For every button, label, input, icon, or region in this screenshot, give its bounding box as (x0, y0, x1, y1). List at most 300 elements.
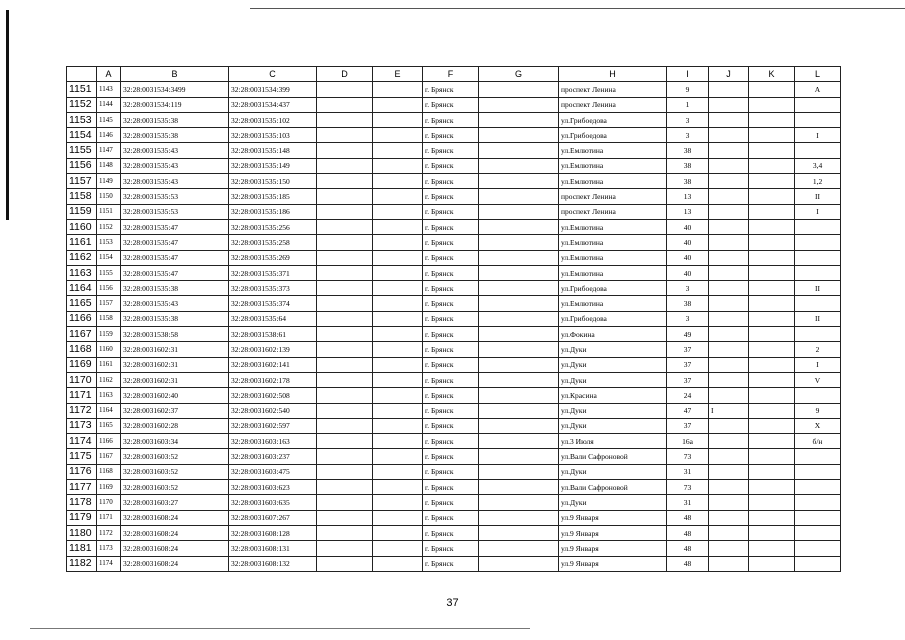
cell-j[interactable] (709, 250, 749, 265)
cell-a[interactable]: 1173 (97, 541, 121, 556)
cell-a[interactable]: 1172 (97, 525, 121, 540)
cell-h[interactable]: ул.Грибоедова (559, 311, 667, 326)
cell-d[interactable] (317, 112, 373, 127)
cell-j[interactable] (709, 97, 749, 112)
cell-d[interactable] (317, 449, 373, 464)
cell-i[interactable]: 13 (667, 189, 709, 204)
cell-a[interactable]: 1160 (97, 342, 121, 357)
cell-e[interactable] (373, 296, 423, 311)
column-header-g[interactable]: G (479, 67, 559, 82)
cell-d[interactable] (317, 434, 373, 449)
cell-f[interactable]: г. Брянск (423, 174, 479, 189)
cell-c[interactable]: 32:28:0031535:149 (229, 158, 317, 173)
row-number[interactable]: 1182 (67, 556, 97, 571)
cell-d[interactable] (317, 265, 373, 280)
cell-i[interactable]: 48 (667, 556, 709, 571)
cell-a[interactable]: 1157 (97, 296, 121, 311)
column-header-l[interactable]: L (795, 67, 841, 82)
cell-e[interactable] (373, 174, 423, 189)
cell-k[interactable] (749, 372, 795, 387)
cell-d[interactable] (317, 250, 373, 265)
cell-d[interactable] (317, 464, 373, 479)
cell-l[interactable] (795, 97, 841, 112)
cell-c[interactable]: 32:28:0031603:163 (229, 434, 317, 449)
cell-k[interactable] (749, 311, 795, 326)
cell-g[interactable] (479, 281, 559, 296)
cell-f[interactable]: г. Брянск (423, 281, 479, 296)
cell-j[interactable] (709, 112, 749, 127)
cell-k[interactable] (749, 174, 795, 189)
cell-b[interactable]: 32:28:0031603:52 (121, 464, 229, 479)
cell-e[interactable] (373, 418, 423, 433)
cell-c[interactable]: 32:28:0031607:267 (229, 510, 317, 525)
cell-a[interactable]: 1174 (97, 556, 121, 571)
cell-h[interactable]: ул.Дуки (559, 372, 667, 387)
row-number[interactable]: 1151 (67, 82, 97, 97)
cell-c[interactable]: 32:28:0031535:103 (229, 128, 317, 143)
cell-b[interactable]: 32:28:0031608:24 (121, 510, 229, 525)
cell-e[interactable] (373, 449, 423, 464)
cell-a[interactable]: 1144 (97, 97, 121, 112)
cell-c[interactable]: 32:28:0031534:437 (229, 97, 317, 112)
cell-k[interactable] (749, 296, 795, 311)
cell-f[interactable]: г. Брянск (423, 403, 479, 418)
row-number[interactable]: 1161 (67, 235, 97, 250)
cell-h[interactable]: ул.9 Января (559, 556, 667, 571)
cell-d[interactable] (317, 143, 373, 158)
cell-f[interactable]: г. Брянск (423, 327, 479, 342)
column-header-c[interactable]: C (229, 67, 317, 82)
cell-l[interactable] (795, 250, 841, 265)
cell-c[interactable]: 32:28:0031535:371 (229, 265, 317, 280)
cell-i[interactable]: 48 (667, 525, 709, 540)
cell-i[interactable]: 37 (667, 357, 709, 372)
cell-l[interactable] (795, 495, 841, 510)
row-number[interactable]: 1160 (67, 219, 97, 234)
cell-k[interactable] (749, 510, 795, 525)
cell-j[interactable] (709, 388, 749, 403)
cell-k[interactable] (749, 128, 795, 143)
cell-c[interactable]: 32:28:0031608:131 (229, 541, 317, 556)
cell-i[interactable]: 31 (667, 495, 709, 510)
cell-b[interactable]: 32:28:0031535:38 (121, 128, 229, 143)
cell-k[interactable] (749, 327, 795, 342)
row-number[interactable]: 1156 (67, 158, 97, 173)
cell-j[interactable] (709, 219, 749, 234)
cell-f[interactable]: г. Брянск (423, 525, 479, 540)
cell-l[interactable]: I (795, 357, 841, 372)
cell-a[interactable]: 1161 (97, 357, 121, 372)
cell-l[interactable] (795, 525, 841, 540)
cell-d[interactable] (317, 235, 373, 250)
cell-l[interactable] (795, 541, 841, 556)
cell-l[interactable]: I (795, 128, 841, 143)
cell-a[interactable]: 1147 (97, 143, 121, 158)
cell-f[interactable]: г. Брянск (423, 158, 479, 173)
cell-g[interactable] (479, 525, 559, 540)
cell-d[interactable] (317, 311, 373, 326)
row-number[interactable]: 1177 (67, 480, 97, 495)
cell-a[interactable]: 1159 (97, 327, 121, 342)
cell-a[interactable]: 1158 (97, 311, 121, 326)
cell-h[interactable]: ул.Емлютина (559, 143, 667, 158)
cell-f[interactable]: г. Брянск (423, 556, 479, 571)
cell-l[interactable] (795, 219, 841, 234)
row-number[interactable]: 1176 (67, 464, 97, 479)
cell-f[interactable]: г. Брянск (423, 219, 479, 234)
cell-b[interactable]: 32:28:0031534:119 (121, 97, 229, 112)
cell-a[interactable]: 1149 (97, 174, 121, 189)
cell-k[interactable] (749, 480, 795, 495)
cell-l[interactable] (795, 327, 841, 342)
cell-f[interactable]: г. Брянск (423, 357, 479, 372)
cell-j[interactable] (709, 327, 749, 342)
cell-h[interactable]: ул.Емлютина (559, 296, 667, 311)
row-number[interactable]: 1155 (67, 143, 97, 158)
cell-i[interactable]: 38 (667, 158, 709, 173)
cell-h[interactable]: ул.Емлютина (559, 174, 667, 189)
cell-c[interactable]: 32:28:0031602:139 (229, 342, 317, 357)
cell-h[interactable]: ул.Дуки (559, 403, 667, 418)
cell-e[interactable] (373, 403, 423, 418)
row-number[interactable]: 1173 (67, 418, 97, 433)
cell-h[interactable]: ул.Красина (559, 388, 667, 403)
cell-h[interactable]: ул.Емлютина (559, 250, 667, 265)
cell-h[interactable]: ул.9 Января (559, 541, 667, 556)
cell-g[interactable] (479, 480, 559, 495)
cell-a[interactable]: 1150 (97, 189, 121, 204)
cell-i[interactable]: 47 (667, 403, 709, 418)
cell-d[interactable] (317, 327, 373, 342)
cell-g[interactable] (479, 372, 559, 387)
cell-f[interactable]: г. Брянск (423, 204, 479, 219)
cell-b[interactable]: 32:28:0031538:58 (121, 327, 229, 342)
cell-l[interactable]: А (795, 82, 841, 97)
cell-e[interactable] (373, 556, 423, 571)
row-number[interactable]: 1164 (67, 281, 97, 296)
cell-h[interactable]: ул.Емлютина (559, 235, 667, 250)
cell-a[interactable]: 1153 (97, 235, 121, 250)
cell-l[interactable]: II (795, 281, 841, 296)
cell-f[interactable]: г. Брянск (423, 143, 479, 158)
cell-a[interactable]: 1164 (97, 403, 121, 418)
cell-k[interactable] (749, 112, 795, 127)
cell-b[interactable]: 32:28:0031535:43 (121, 296, 229, 311)
cell-j[interactable] (709, 541, 749, 556)
cell-h[interactable]: ул.Вали Сафроновой (559, 480, 667, 495)
cell-i[interactable]: 48 (667, 541, 709, 556)
cell-d[interactable] (317, 128, 373, 143)
cell-c[interactable]: 32:28:0031602:178 (229, 372, 317, 387)
cell-h[interactable]: ул.Вали Сафроновой (559, 449, 667, 464)
cell-k[interactable] (749, 97, 795, 112)
cell-k[interactable] (749, 235, 795, 250)
cell-j[interactable] (709, 510, 749, 525)
cell-k[interactable] (749, 495, 795, 510)
cell-f[interactable]: г. Брянск (423, 510, 479, 525)
cell-j[interactable] (709, 449, 749, 464)
cell-g[interactable] (479, 112, 559, 127)
cell-h[interactable]: ул.Грибоедова (559, 112, 667, 127)
cell-h[interactable]: ул.9 Января (559, 525, 667, 540)
row-number[interactable]: 1152 (67, 97, 97, 112)
cell-f[interactable]: г. Брянск (423, 495, 479, 510)
cell-g[interactable] (479, 556, 559, 571)
column-header-b[interactable]: B (121, 67, 229, 82)
cell-c[interactable]: 32:28:0031535:186 (229, 204, 317, 219)
cell-f[interactable]: г. Брянск (423, 112, 479, 127)
cell-d[interactable] (317, 219, 373, 234)
cell-g[interactable] (479, 449, 559, 464)
cell-k[interactable] (749, 541, 795, 556)
cell-h[interactable]: ул.Емлютина (559, 219, 667, 234)
cell-j[interactable]: I (709, 403, 749, 418)
row-number[interactable]: 1168 (67, 342, 97, 357)
cell-i[interactable]: 49 (667, 327, 709, 342)
cell-c[interactable]: 32:28:0031602:508 (229, 388, 317, 403)
cell-e[interactable] (373, 281, 423, 296)
cell-d[interactable] (317, 174, 373, 189)
cell-c[interactable]: 32:28:0031535:102 (229, 112, 317, 127)
cell-j[interactable] (709, 372, 749, 387)
cell-g[interactable] (479, 189, 559, 204)
cell-e[interactable] (373, 525, 423, 540)
cell-i[interactable]: 3 (667, 128, 709, 143)
cell-f[interactable]: г. Брянск (423, 235, 479, 250)
cell-l[interactable] (795, 112, 841, 127)
cell-g[interactable] (479, 296, 559, 311)
cell-a[interactable]: 1155 (97, 265, 121, 280)
cell-l[interactable]: 1,2 (795, 174, 841, 189)
cell-l[interactable]: I (795, 204, 841, 219)
cell-j[interactable] (709, 265, 749, 280)
column-header-h[interactable]: H (559, 67, 667, 82)
cell-b[interactable]: 32:28:0031608:24 (121, 556, 229, 571)
cell-h[interactable]: ул.Дуки (559, 418, 667, 433)
cell-e[interactable] (373, 112, 423, 127)
cell-b[interactable]: 32:28:0031602:31 (121, 372, 229, 387)
column-header-j[interactable]: J (709, 67, 749, 82)
cell-c[interactable]: 32:28:0031603:237 (229, 449, 317, 464)
cell-g[interactable] (479, 219, 559, 234)
cell-b[interactable]: 32:28:0031602:31 (121, 357, 229, 372)
cell-j[interactable] (709, 143, 749, 158)
cell-i[interactable]: 40 (667, 219, 709, 234)
row-number[interactable]: 1169 (67, 357, 97, 372)
cell-h[interactable]: ул.Дуки (559, 495, 667, 510)
cell-h[interactable]: ул.Емлютина (559, 265, 667, 280)
cell-c[interactable]: 32:28:0031535:185 (229, 189, 317, 204)
cell-k[interactable] (749, 403, 795, 418)
cell-c[interactable]: 32:28:0031535:148 (229, 143, 317, 158)
cell-i[interactable]: 37 (667, 342, 709, 357)
cell-l[interactable] (795, 265, 841, 280)
cell-j[interactable] (709, 189, 749, 204)
cell-f[interactable]: г. Брянск (423, 189, 479, 204)
cell-i[interactable]: 40 (667, 235, 709, 250)
cell-d[interactable] (317, 189, 373, 204)
cell-i[interactable]: 3 (667, 311, 709, 326)
cell-e[interactable] (373, 219, 423, 234)
cell-l[interactable]: 9 (795, 403, 841, 418)
cell-i[interactable]: 3 (667, 281, 709, 296)
column-header-k[interactable]: K (749, 67, 795, 82)
cell-i[interactable]: 31 (667, 464, 709, 479)
cell-l[interactable] (795, 296, 841, 311)
cell-k[interactable] (749, 525, 795, 540)
cell-i[interactable]: 40 (667, 250, 709, 265)
cell-d[interactable] (317, 158, 373, 173)
cell-l[interactable]: II (795, 311, 841, 326)
cell-a[interactable]: 1168 (97, 464, 121, 479)
cell-e[interactable] (373, 495, 423, 510)
cell-f[interactable]: г. Брянск (423, 434, 479, 449)
cell-j[interactable] (709, 281, 749, 296)
cell-g[interactable] (479, 495, 559, 510)
cell-b[interactable]: 32:28:0031602:40 (121, 388, 229, 403)
cell-b[interactable]: 32:28:0031535:38 (121, 281, 229, 296)
cell-b[interactable]: 32:28:0031535:38 (121, 112, 229, 127)
cell-g[interactable] (479, 464, 559, 479)
cell-g[interactable] (479, 388, 559, 403)
cell-c[interactable]: 32:28:0031535:256 (229, 219, 317, 234)
cell-k[interactable] (749, 418, 795, 433)
cell-c[interactable]: 32:28:0031602:141 (229, 357, 317, 372)
cell-b[interactable]: 32:28:0031535:43 (121, 143, 229, 158)
cell-k[interactable] (749, 556, 795, 571)
cell-f[interactable]: г. Брянск (423, 82, 479, 97)
cell-d[interactable] (317, 82, 373, 97)
cell-g[interactable] (479, 418, 559, 433)
cell-g[interactable] (479, 174, 559, 189)
cell-l[interactable]: X (795, 418, 841, 433)
cell-e[interactable] (373, 189, 423, 204)
cell-h[interactable]: ул.Емлютина (559, 158, 667, 173)
row-number[interactable]: 1181 (67, 541, 97, 556)
cell-b[interactable]: 32:28:0031535:47 (121, 219, 229, 234)
cell-k[interactable] (749, 158, 795, 173)
cell-f[interactable]: г. Брянск (423, 449, 479, 464)
row-number[interactable]: 1178 (67, 495, 97, 510)
cell-d[interactable] (317, 495, 373, 510)
cell-a[interactable]: 1156 (97, 281, 121, 296)
cell-b[interactable]: 32:28:0031535:53 (121, 189, 229, 204)
row-number[interactable]: 1165 (67, 296, 97, 311)
cell-k[interactable] (749, 189, 795, 204)
cell-i[interactable]: 37 (667, 372, 709, 387)
cell-a[interactable]: 1145 (97, 112, 121, 127)
cell-f[interactable]: г. Брянск (423, 97, 479, 112)
cell-h[interactable]: ул.Грибоедова (559, 128, 667, 143)
column-header-i[interactable]: I (667, 67, 709, 82)
row-number[interactable]: 1158 (67, 189, 97, 204)
cell-f[interactable]: г. Брянск (423, 388, 479, 403)
cell-j[interactable] (709, 464, 749, 479)
cell-e[interactable] (373, 128, 423, 143)
cell-g[interactable] (479, 158, 559, 173)
cell-g[interactable] (479, 265, 559, 280)
cell-c[interactable]: 32:28:0031608:128 (229, 525, 317, 540)
cell-b[interactable]: 32:28:0031608:24 (121, 541, 229, 556)
cell-l[interactable]: II (795, 189, 841, 204)
cell-j[interactable] (709, 342, 749, 357)
cell-c[interactable]: 32:28:0031534:399 (229, 82, 317, 97)
cell-j[interactable] (709, 311, 749, 326)
cell-l[interactable] (795, 480, 841, 495)
cell-f[interactable]: г. Брянск (423, 480, 479, 495)
cell-e[interactable] (373, 372, 423, 387)
cell-i[interactable]: 38 (667, 296, 709, 311)
cell-f[interactable]: г. Брянск (423, 296, 479, 311)
cell-l[interactable] (795, 388, 841, 403)
cell-c[interactable]: 32:28:0031603:623 (229, 480, 317, 495)
cell-b[interactable]: 32:28:0031535:47 (121, 265, 229, 280)
cell-a[interactable]: 1169 (97, 480, 121, 495)
cell-k[interactable] (749, 357, 795, 372)
cell-g[interactable] (479, 403, 559, 418)
cell-c[interactable]: 32:28:0031608:132 (229, 556, 317, 571)
cell-h[interactable]: ул.Дуки (559, 464, 667, 479)
cell-i[interactable]: 16а (667, 434, 709, 449)
cell-l[interactable] (795, 464, 841, 479)
cell-h[interactable]: ул.Грибоедова (559, 281, 667, 296)
cell-f[interactable]: г. Брянск (423, 265, 479, 280)
cell-d[interactable] (317, 204, 373, 219)
cell-f[interactable]: г. Брянск (423, 541, 479, 556)
cell-a[interactable]: 1148 (97, 158, 121, 173)
column-header-d[interactable]: D (317, 67, 373, 82)
cell-e[interactable] (373, 250, 423, 265)
cell-b[interactable]: 32:28:0031535:38 (121, 311, 229, 326)
cell-k[interactable] (749, 204, 795, 219)
cell-f[interactable]: г. Брянск (423, 342, 479, 357)
cell-c[interactable]: 32:28:0031603:475 (229, 464, 317, 479)
cell-a[interactable]: 1143 (97, 82, 121, 97)
cell-b[interactable]: 32:28:0031602:37 (121, 403, 229, 418)
cell-l[interactable] (795, 556, 841, 571)
cell-k[interactable] (749, 82, 795, 97)
cell-g[interactable] (479, 143, 559, 158)
cell-b[interactable]: 32:28:0031535:43 (121, 158, 229, 173)
row-number[interactable]: 1180 (67, 525, 97, 540)
cell-k[interactable] (749, 250, 795, 265)
cell-i[interactable]: 38 (667, 143, 709, 158)
cell-g[interactable] (479, 434, 559, 449)
cell-j[interactable] (709, 525, 749, 540)
row-number[interactable]: 1179 (67, 510, 97, 525)
cell-b[interactable]: 32:28:0031603:34 (121, 434, 229, 449)
cell-c[interactable]: 32:28:0031535:269 (229, 250, 317, 265)
cell-j[interactable] (709, 495, 749, 510)
cell-g[interactable] (479, 250, 559, 265)
cell-d[interactable] (317, 357, 373, 372)
row-number[interactable]: 1172 (67, 403, 97, 418)
row-number[interactable]: 1171 (67, 388, 97, 403)
cell-j[interactable] (709, 235, 749, 250)
cell-b[interactable]: 32:28:0031535:43 (121, 174, 229, 189)
cell-a[interactable]: 1151 (97, 204, 121, 219)
cell-j[interactable] (709, 480, 749, 495)
cell-h[interactable]: проспект Ленина (559, 204, 667, 219)
cell-k[interactable] (749, 434, 795, 449)
cell-f[interactable]: г. Брянск (423, 418, 479, 433)
cell-h[interactable]: ул.Дуки (559, 357, 667, 372)
cell-d[interactable] (317, 541, 373, 556)
cell-k[interactable] (749, 219, 795, 234)
cell-d[interactable] (317, 418, 373, 433)
cell-g[interactable] (479, 327, 559, 342)
cell-d[interactable] (317, 403, 373, 418)
